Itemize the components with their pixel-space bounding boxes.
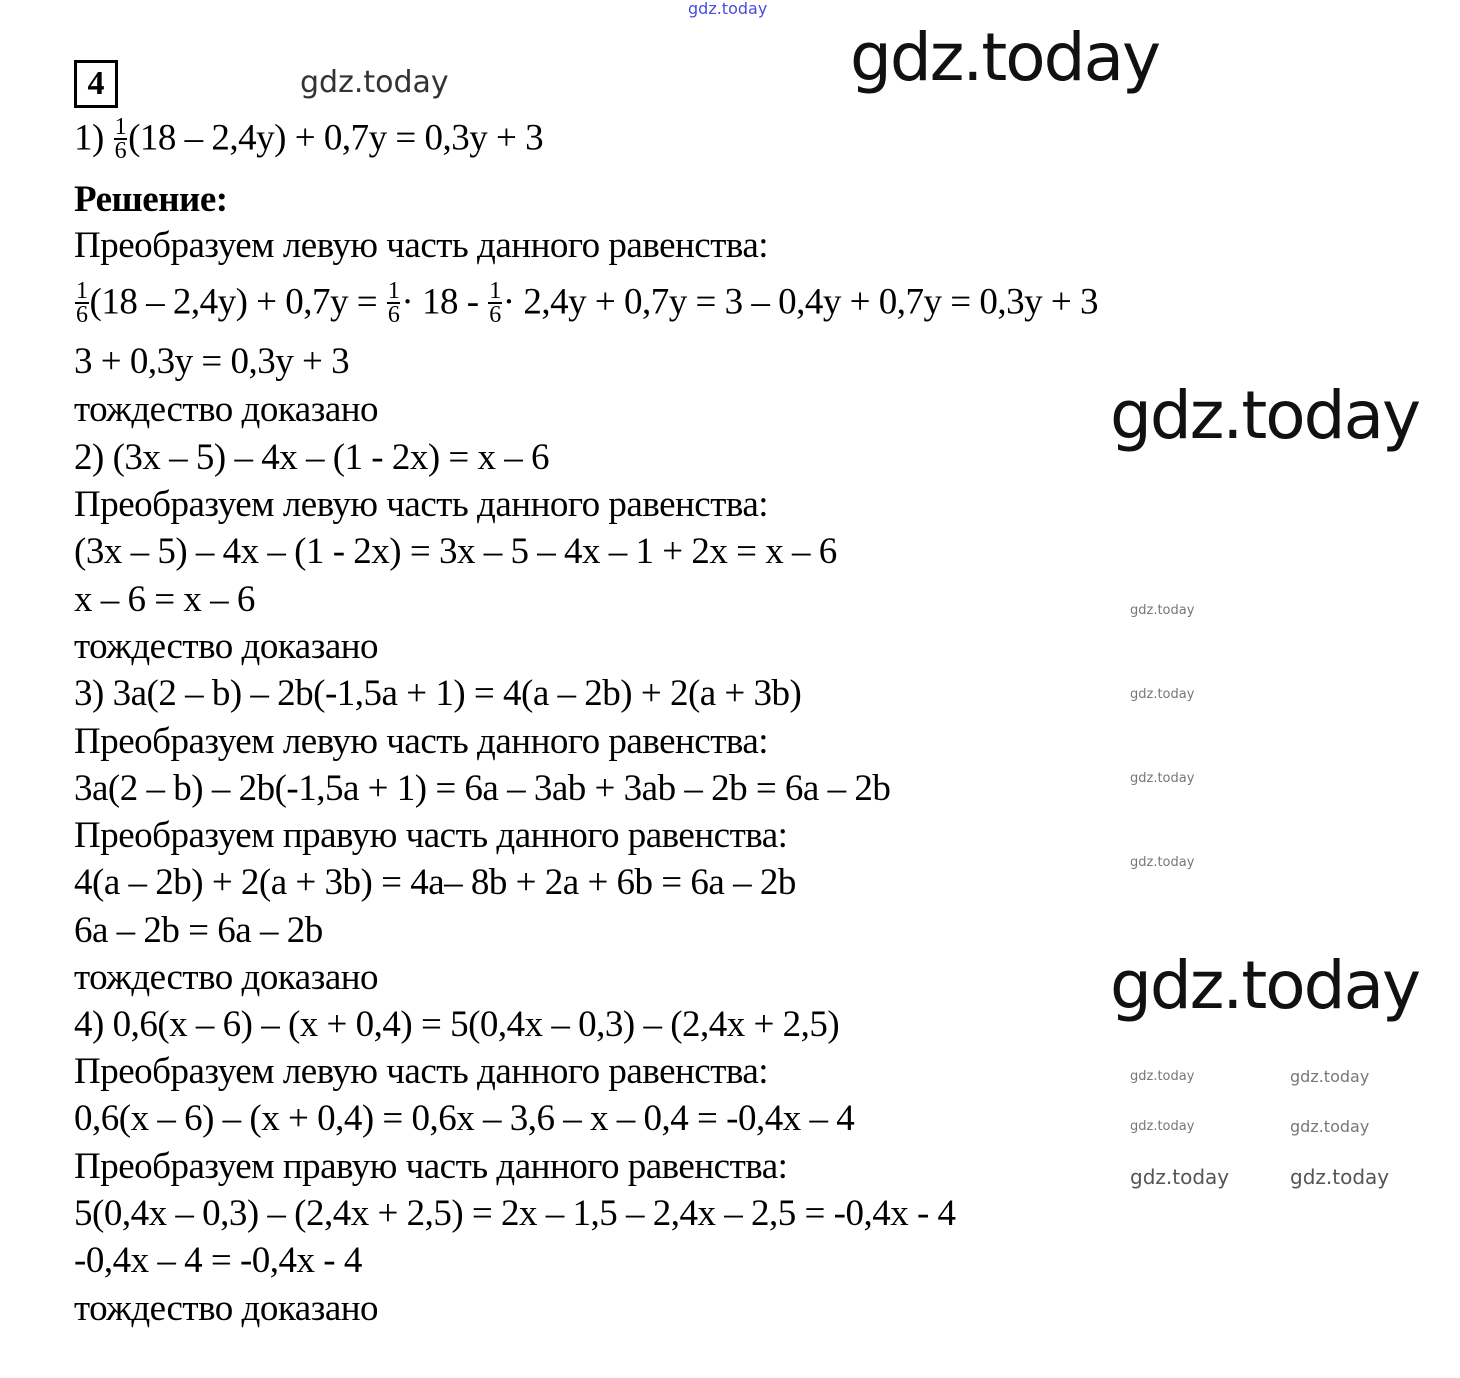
watermark: gdz.today (688, 0, 768, 18)
fraction-numerator: 1 (387, 278, 400, 304)
text-segment: 3) 3a(2 – b) – 2b(-1,5a + 1) = 4(a – 2b) + 2(a + 3b) (74, 673, 802, 714)
text-segment: тождество доказано (74, 957, 379, 998)
text-segment: 6a – 2b = 6a – 2b (74, 910, 323, 951)
solution-line (74, 390, 378, 430)
watermark: gdz.today (1130, 687, 1195, 702)
solution-line (74, 863, 796, 903)
text-segment: 0,6(x – 6) – (x + 0,4) = 0,6x – 3,6 – x – 0,4 = -0,4x – 4 (74, 1098, 855, 1139)
text-segment: x – 6 = x – 6 (74, 579, 255, 620)
watermark: gdz.today (1130, 1119, 1195, 1134)
fraction-numerator: 1 (489, 278, 501, 304)
text-segment: 5(0,4x – 0,3) – (2,4x + 2,5) = 2x – 1,5 – 2,4x – 2,5 = -0,4x - 4 (74, 1193, 956, 1234)
text-segment: · 18 - (401, 281, 488, 323)
watermark: gdz.today (1130, 1069, 1195, 1084)
solution-line (74, 769, 890, 809)
fraction-numerator: 1 (76, 278, 88, 304)
text-segment: Решение: (74, 179, 228, 220)
fraction-denominator: 6 (76, 302, 88, 328)
text-segment: Преобразуем левую часть данного равенства: (74, 721, 769, 762)
watermark: gdz.today (850, 19, 1160, 96)
watermark: gdz.today (1110, 377, 1420, 454)
watermark: gdz.today (1130, 771, 1195, 786)
text-segment: 3 + 0,3y = 0,3y + 3 (74, 341, 350, 382)
watermark: gdz.today (1130, 603, 1195, 618)
solution-line (74, 278, 1098, 328)
solution-line (74, 580, 255, 620)
text-segment: -0,4x – 4 = -0,4x - 4 (74, 1240, 362, 1281)
solution-line (74, 674, 801, 714)
text-segment: (3x – 5) – 4x – (1 - 2x) = 3x – 5 – 4x – 1 + 2x = x – 6 (74, 531, 837, 572)
text-segment: 3a(2 – b) – 2b(-1,5a + 1) = 6a – 3ab + 3ab – 2b = 6a – 2b (74, 768, 891, 809)
solution-line (74, 532, 837, 572)
watermark: gdz.today (1290, 1067, 1370, 1086)
text-segment: тождество доказано (74, 626, 379, 667)
text-segment: 4(a – 2b) + 2(a + 3b) = 4a– 8b + 2a + 6b = 6a – 2b (74, 862, 796, 903)
solution-line (74, 342, 349, 382)
text-segment: (18 – 2,4y) + 0,7y = 0,3y + 3 (128, 117, 544, 159)
text-segment: · 2,4y + 0,7y = 3 – 0,4y + 0,7y = 0,3y + 3 (502, 281, 1098, 323)
solution-line (74, 485, 768, 525)
text-segment: Преобразуем левую часть данного равенства: (74, 225, 769, 266)
fraction-denominator: 6 (387, 302, 400, 328)
fraction (114, 116, 128, 162)
watermark: gdz.today (1130, 1165, 1230, 1189)
solution-line (74, 722, 768, 762)
text-segment: Преобразуем правую часть данного равенства: (74, 815, 788, 856)
text-segment: тождество доказано (74, 1288, 379, 1329)
solution-line (74, 958, 378, 998)
solution-line (74, 1241, 362, 1281)
text-segment: 1) (74, 117, 113, 159)
text-segment: (18 – 2,4y) + 0,7y = (89, 281, 386, 323)
solution-line (74, 1099, 854, 1139)
watermark: gdz.today (1290, 1117, 1370, 1136)
watermark: gdz.today (1290, 1165, 1390, 1189)
task-number: 4 (74, 60, 118, 108)
solution-line (74, 1147, 787, 1187)
watermark: gdz.today (300, 65, 449, 100)
fraction-numerator: 1 (114, 114, 127, 140)
solution-line (74, 1052, 768, 1092)
fraction-denominator: 6 (114, 138, 127, 164)
watermark: gdz.today (1130, 855, 1195, 870)
solution-line (74, 1289, 378, 1329)
fraction (75, 280, 89, 326)
solution-line (74, 1005, 839, 1045)
solution-line (74, 1194, 956, 1234)
solution-line (74, 226, 768, 266)
text-segment: Преобразуем левую часть данного равенства: (74, 484, 769, 525)
fraction (488, 280, 502, 326)
text-segment: 4) 0,6(x – 6) – (x + 0,4) = 5(0,4x – 0,3) – (2,4x + 2,5) (74, 1004, 840, 1045)
solution-line (74, 438, 549, 478)
text-segment: Преобразуем левую часть данного равенства: (74, 1051, 769, 1092)
solution-line (74, 816, 787, 856)
text-segment: тождество доказано (74, 389, 379, 430)
watermark: gdz.today (1110, 947, 1420, 1024)
solution-heading (74, 180, 228, 220)
solution-line (74, 911, 323, 951)
fraction-denominator: 6 (489, 302, 501, 328)
text-segment: 2) (3x – 5) – 4x – (1 - 2x) = x – 6 (74, 437, 550, 478)
text-segment: Преобразуем правую часть данного равенства: (74, 1146, 788, 1187)
solution-line (74, 114, 544, 164)
solution-line (74, 627, 378, 667)
fraction (387, 280, 401, 326)
